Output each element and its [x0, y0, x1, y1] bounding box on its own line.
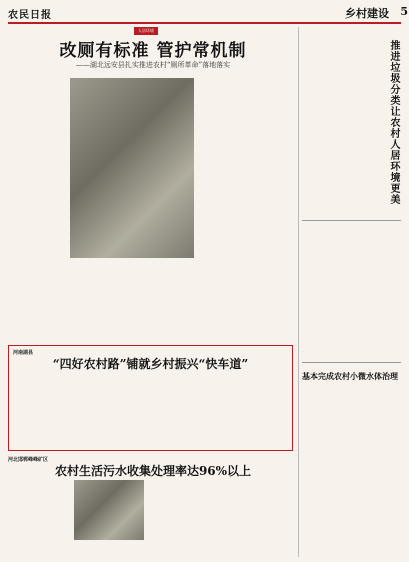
article2-column-1 [8, 480, 70, 556]
right-mid-body [302, 252, 401, 350]
right-bottom-body [302, 384, 401, 544]
right-divider [302, 220, 401, 221]
lead-subhead: ——湖北远安县扎实推进农村“厕所革命”落地落实 [75, 61, 231, 69]
right-divider [302, 362, 401, 363]
right-vertical-title: 推进垃圾分类让农村人居环境更美 [388, 40, 399, 205]
right-bottom-title: 基本完成农村小微水体治理 [302, 371, 398, 381]
lead-column-5 [248, 78, 296, 340]
article2-title: 农村生活污水收集处理率达96%以上 [54, 464, 252, 478]
lead-headline: 改厕有标准 管护常机制 [59, 41, 247, 61]
box-column-3 [197, 372, 289, 448]
lead-photo [70, 78, 194, 258]
article2-photo [74, 480, 144, 540]
lead-column-4 [199, 78, 244, 340]
box-kicker: 河南湖县 [13, 350, 34, 356]
lead-column-1 [8, 78, 65, 340]
column-divider [298, 27, 299, 557]
article2-column-2 [148, 480, 220, 556]
lead-column-2 [70, 266, 130, 340]
right-top-body [302, 36, 382, 196]
box-column-2 [105, 372, 193, 448]
boxed-article [8, 345, 293, 451]
article2-kicker: 河北邯郸峰峰矿区 [8, 457, 49, 463]
box-title: “四好农村路”铺就乡村振兴“快车道” [52, 357, 249, 371]
section-title: 乡村建设 [345, 7, 389, 20]
masthead [8, 5, 408, 24]
paper-name: 农民日报 [8, 10, 52, 21]
page-number: 5 [400, 5, 408, 18]
lead-tag: 人居环境 [134, 27, 158, 35]
box-column-1 [13, 372, 101, 448]
lead-column-3 [134, 266, 194, 340]
article2-column-3 [224, 480, 296, 556]
